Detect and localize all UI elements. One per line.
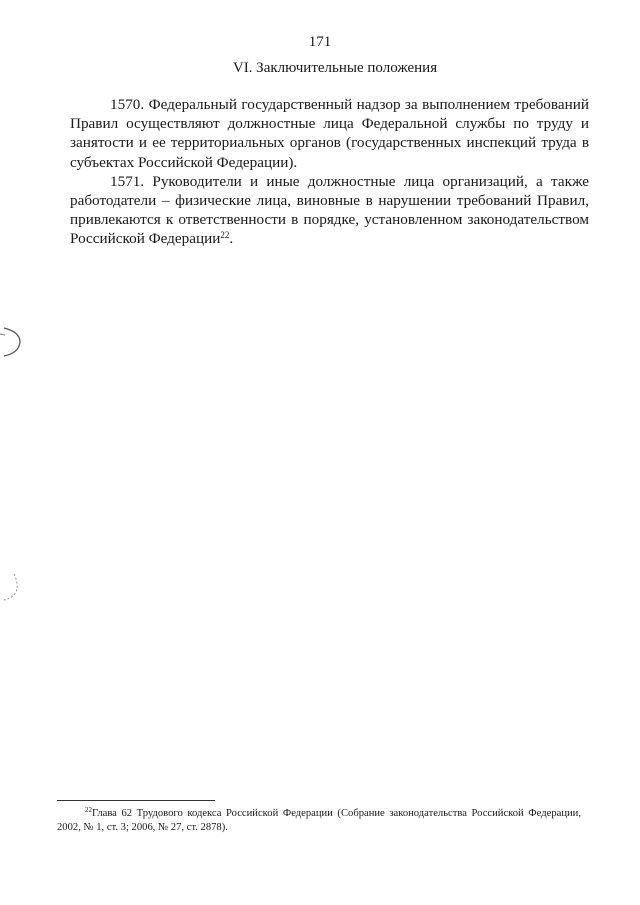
section-title: VI. Заключительные положения: [232, 60, 438, 76]
paragraph-1570: [70, 95, 589, 172]
scan-artifact-mark: [0, 570, 24, 606]
paragraph-1571-text: 1571. Руководители и иные должностные лица организаций, а также работодатели – физические лица, виновные в нарушении требований Правил, привлекаются к ответственности в порядке, установленном законодательством Российской Федерации: [70, 172, 589, 248]
scan-artifact-mark: [0, 322, 24, 362]
footnote-separator: [57, 800, 215, 801]
paragraph-1570-text: 1570. Федеральный государственный надзор за выполнением требований Правил осуществляют должностные лица Федеральной службы по труду и занятости и ее территориальных органов (государственных инспекций труда в субъектах Российской Федерации).: [70, 96, 589, 171]
footnote-reference: 22: [220, 230, 230, 241]
footnote-text: Глава 62 Трудового кодекса Российской Федерации (Собрание законодательства Российской Федерации, 2002, № 1, ст. 3; 2006, № 27, ст. 2878).: [57, 808, 581, 833]
paragraph-1571-end: .: [229, 230, 234, 248]
page-number: 171: [308, 34, 332, 50]
body-text: [70, 95, 589, 249]
paragraph-1571: [70, 172, 589, 249]
footnote: [57, 807, 581, 835]
footnote-marker: 22: [85, 806, 92, 814]
